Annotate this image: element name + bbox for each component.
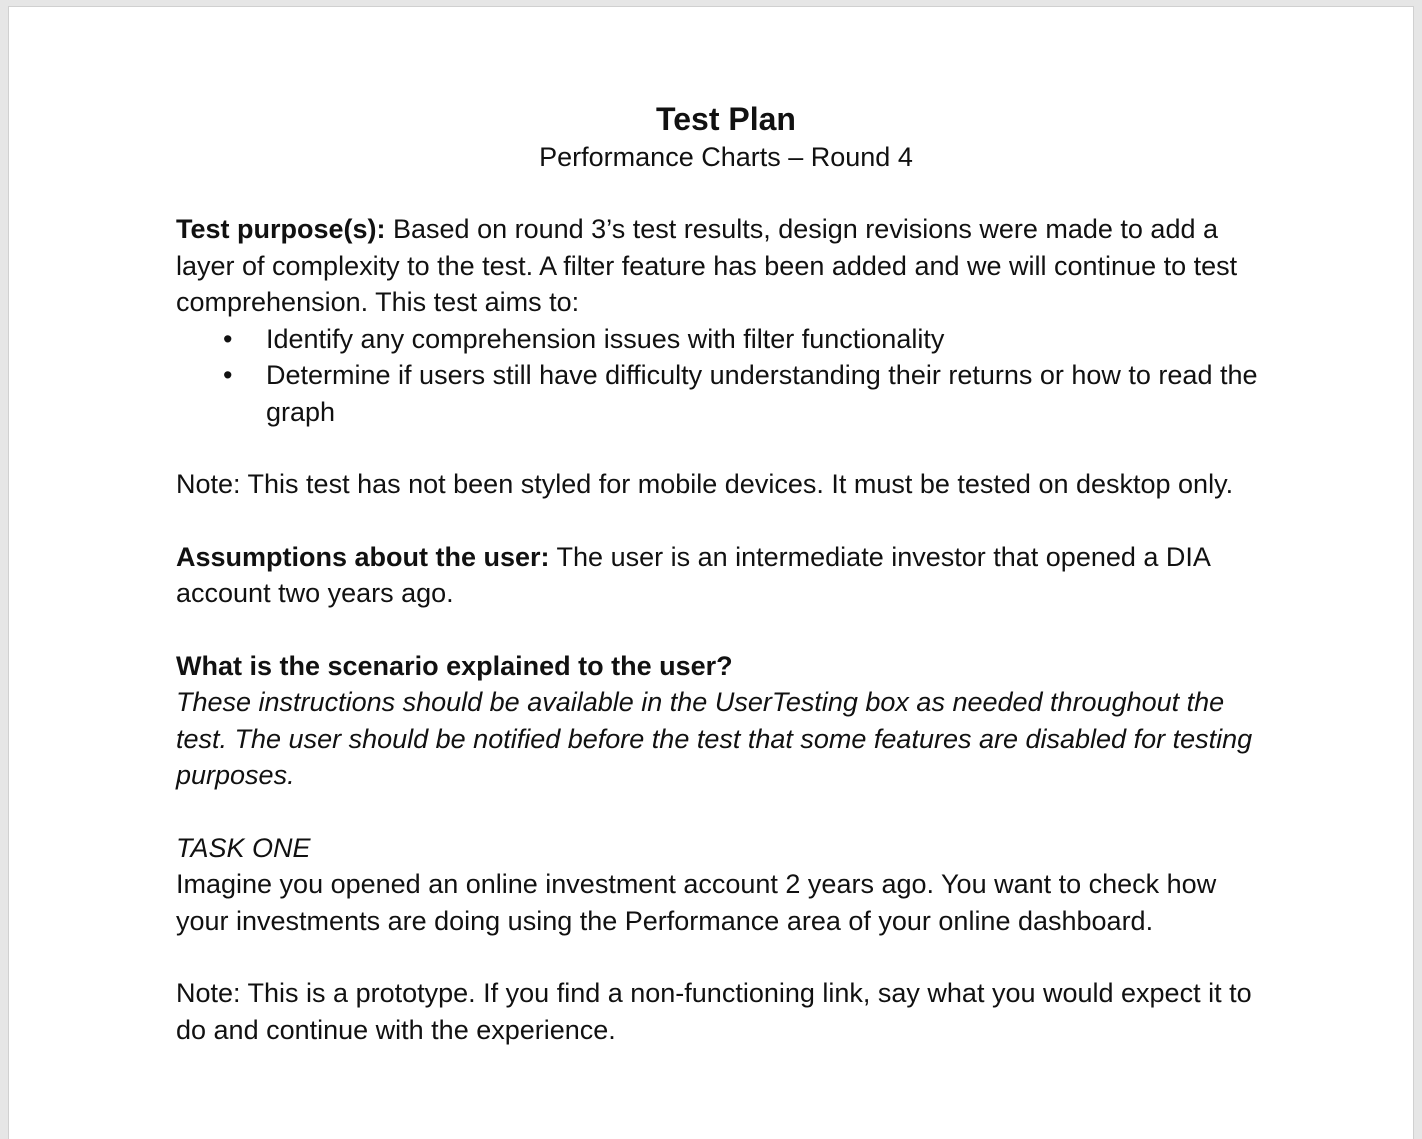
- list-item: [176, 357, 1276, 430]
- prototype-note: Note: This is a prototype. If you find a non-functioning link, say what you would expect it to do and continue with the experience.: [176, 978, 1252, 1045]
- prototype-note-section: [176, 975, 1276, 1048]
- assumptions-text: The user is an intermediate investor that opened a DIA account two years ago.: [176, 541, 1210, 608]
- purpose-label: Test purpose(s):: [176, 214, 386, 244]
- bullet-text: Determine if users still have difficulty understanding their returns or how to read the graph: [266, 360, 1258, 427]
- bullet-icon: •: [223, 360, 233, 390]
- purpose-text: Based on round 3’s test results, design revisions were made to add a layer of complexity to the test. A filter feature has been added and we will continue to test comprehension. This test aims to:: [176, 214, 1238, 317]
- task-one-section: [176, 830, 1276, 940]
- purpose-section: [176, 211, 1276, 430]
- scenario-section: [176, 648, 1276, 794]
- list-item: [176, 321, 1276, 358]
- assumptions-paragraph: [176, 539, 1276, 612]
- mobile-note: Note: This test has not been styled for mobile devices. It must be tested on desktop only.: [176, 469, 1234, 499]
- purpose-bullet-list: [176, 321, 1276, 431]
- task-one-label: TASK ONE: [176, 832, 311, 863]
- task-one-text: Imagine you opened an online investment account 2 years ago. You want to check how your investments are doing using the Performance area of your online dashboard.: [176, 869, 1217, 936]
- scenario-heading-text: What is the scenario explained to the user?: [176, 650, 733, 681]
- title-block: [176, 99, 1276, 175]
- scenario-heading: [176, 648, 1276, 685]
- bullet-text: Identify any comprehension issues with filter functionality: [266, 323, 945, 354]
- assumptions-label: Assumptions about the user:: [176, 541, 550, 572]
- scenario-instructions: These instructions should be available in the UserTesting box as needed throughout the test. The user should be notified before the test that some features are disabled for testing purposes.: [176, 687, 1253, 790]
- document-page: [8, 6, 1414, 1139]
- document-title: Test Plan: [656, 101, 796, 137]
- assumptions-section: [176, 539, 1276, 612]
- document-subtitle: Performance Charts – Round 4: [539, 142, 913, 172]
- document-content: [176, 99, 1276, 1048]
- mobile-note-section: [176, 466, 1276, 503]
- purpose-paragraph: [176, 211, 1276, 321]
- bullet-icon: •: [223, 323, 233, 354]
